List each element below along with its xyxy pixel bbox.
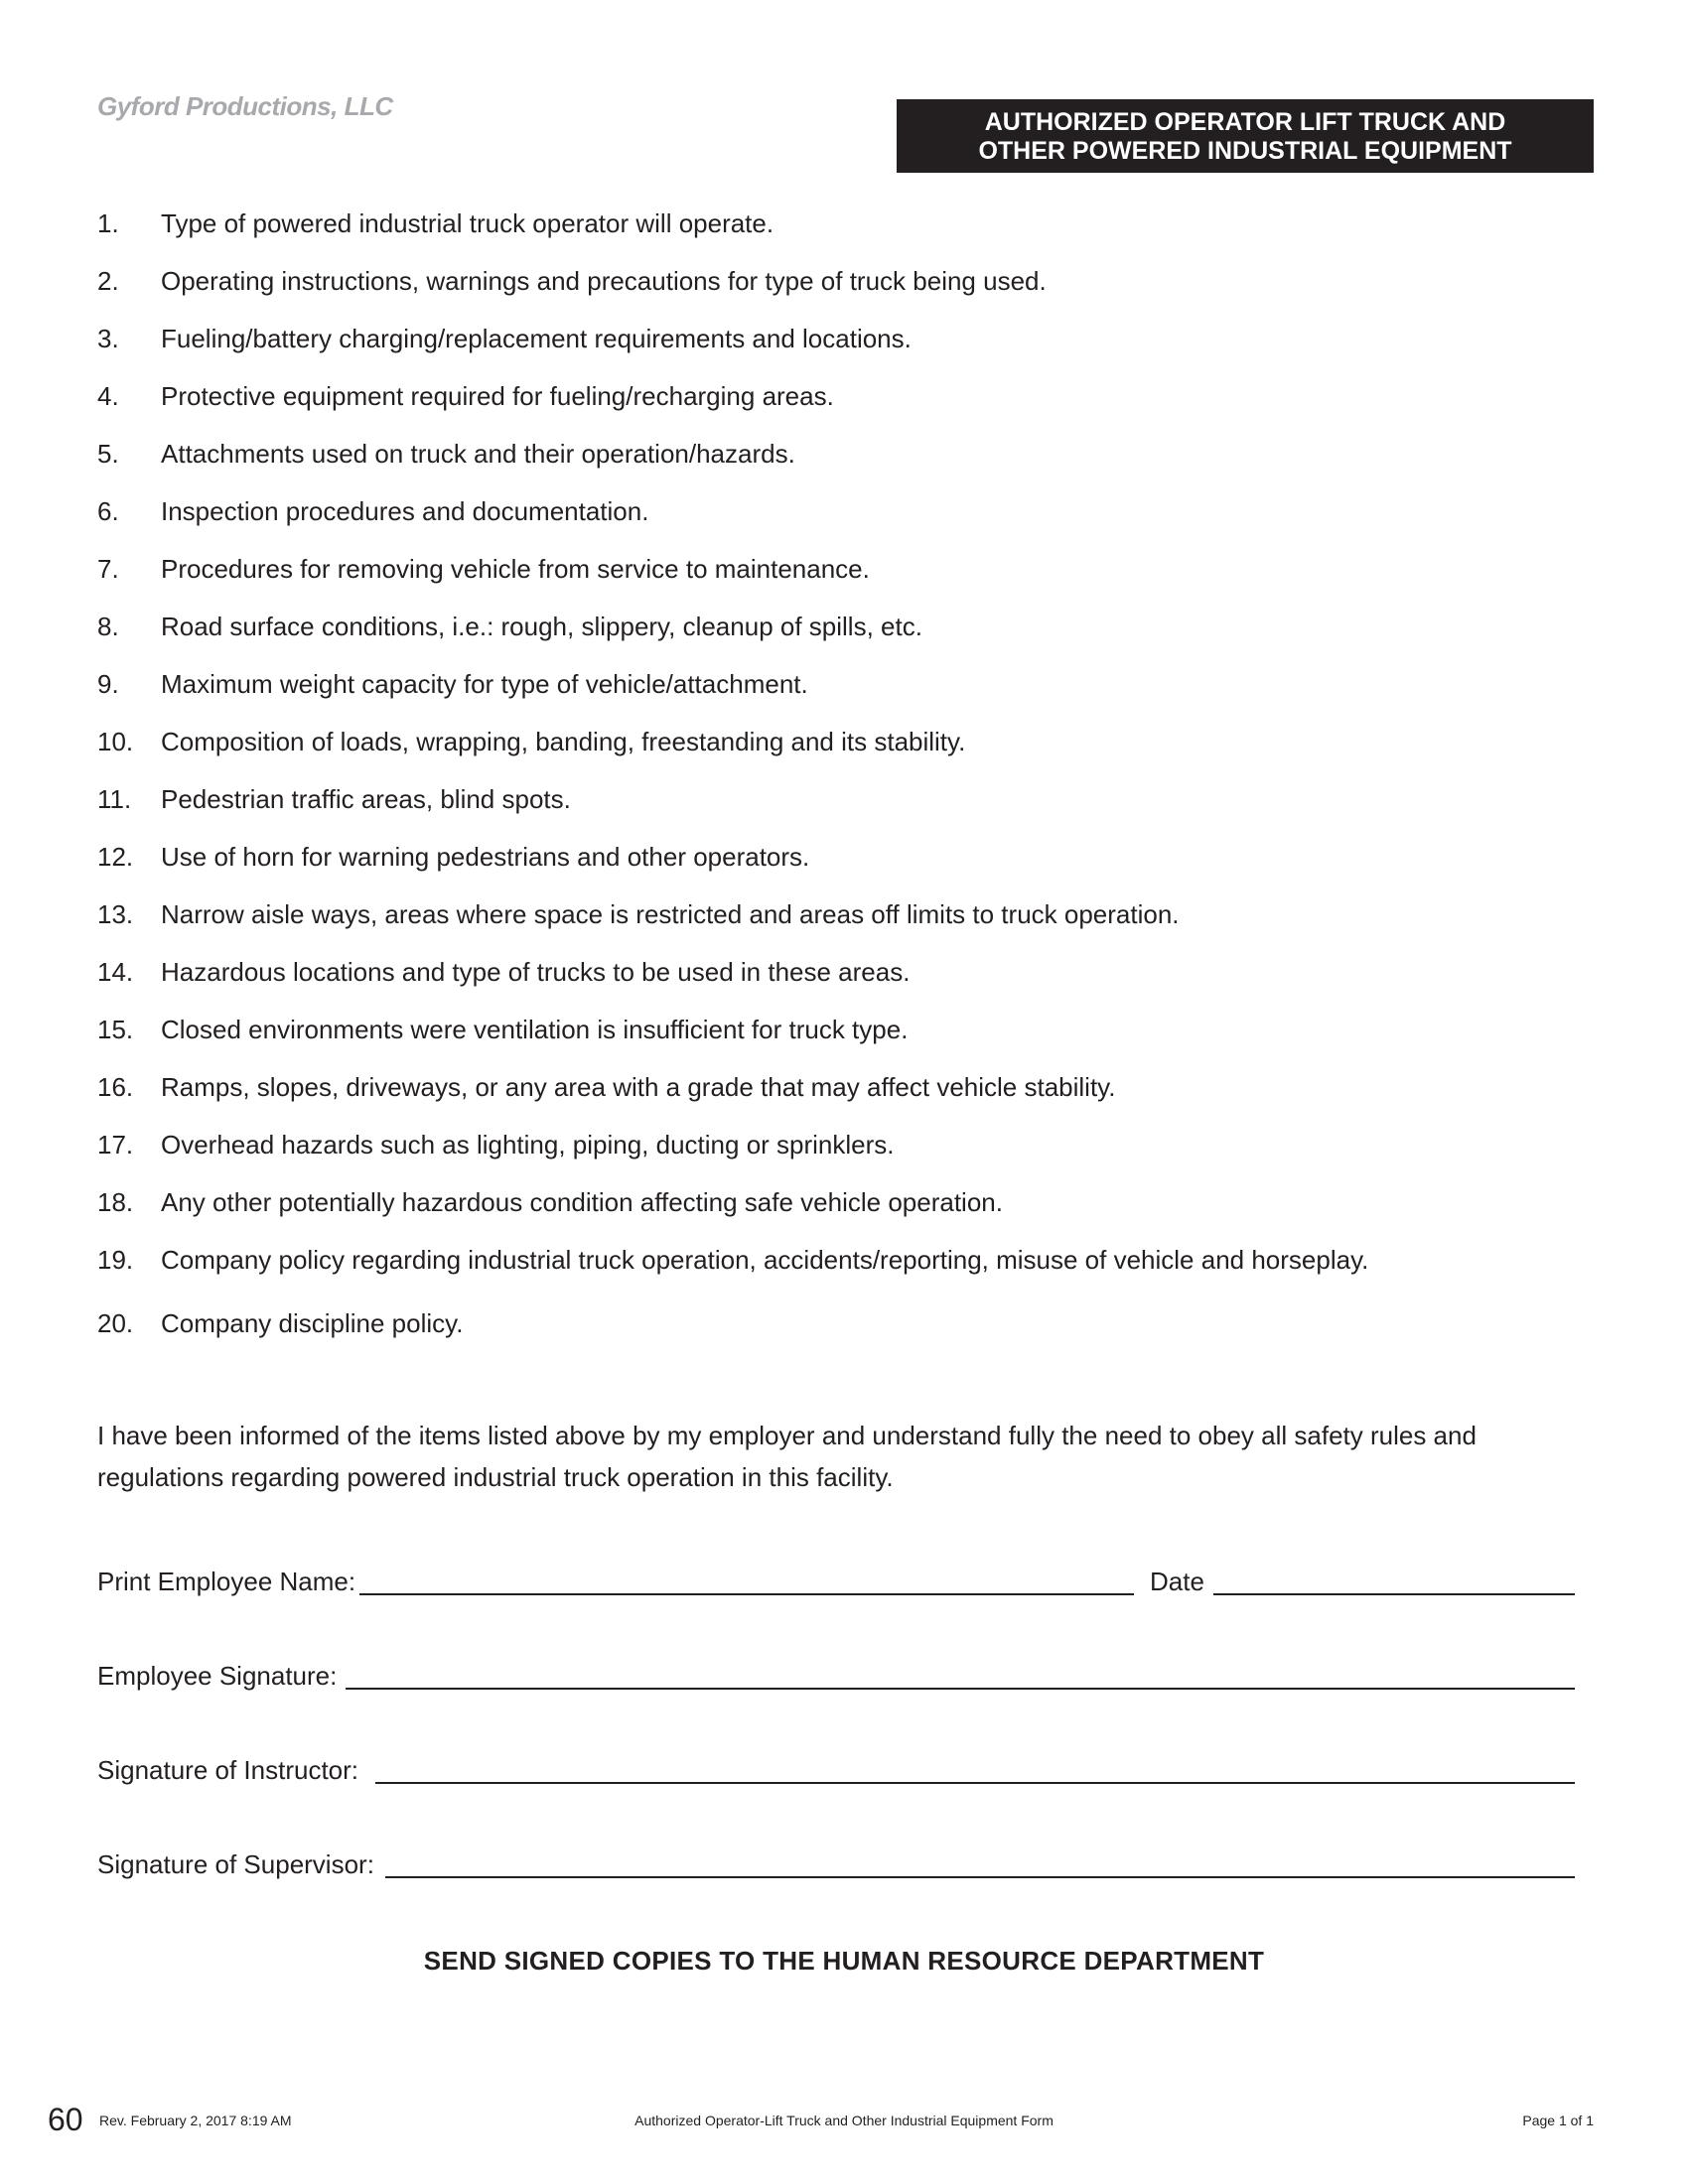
item-text: Operating instructions, warnings and precautions for type of truck being used.: [161, 266, 1047, 296]
item-text: Protective equipment required for fueling/recharging areas.: [161, 381, 834, 411]
item-text: Inspection procedures and documentation.: [161, 496, 649, 526]
item-number: 20.: [97, 1308, 134, 1338]
item-text: Composition of loads, wrapping, banding, freestanding and its stability.: [161, 727, 966, 756]
item-text: Narrow aisle ways, areas where space is restricted and areas off limits to truck operation.: [161, 899, 1180, 929]
item-number: 4.: [97, 381, 119, 411]
acknowledgement-statement: I have been informed of the items listed above by my employer and understand fully the need to obey all safety rules and regulations regarding powered industrial truck operation in this facility.: [97, 1421, 1477, 1492]
item-number: 2.: [97, 266, 119, 296]
employee-signature-label: Employee Signature:: [97, 1661, 338, 1691]
instructor-signature-label: Signature of Instructor:: [97, 1755, 359, 1785]
item-text: Maximum weight capacity for type of vehicle/attachment.: [161, 669, 808, 699]
item-text: Closed environments were ventilation is insufficient for truck type.: [161, 1015, 909, 1044]
item-text: Company discipline policy.: [161, 1308, 464, 1338]
footer-form-name: Authorized Operator-Lift Truck and Other Industrial Equipment Form: [634, 2113, 1054, 2128]
item-number: 11.: [97, 784, 132, 814]
item-number: 17.: [97, 1130, 134, 1160]
item-number: 5.: [97, 439, 119, 469]
page-number: 60: [48, 2102, 83, 2137]
item-text: Any other potentially hazardous condition affecting safe vehicle operation.: [161, 1187, 1003, 1217]
item-number: 9.: [97, 669, 119, 699]
date-field[interactable]: [1213, 1593, 1575, 1595]
item-text: Pedestrian traffic areas, blind spots.: [161, 784, 571, 814]
item-number: 3.: [97, 324, 119, 353]
item-number: 19.: [97, 1245, 134, 1275]
item-text: Use of horn for warning pedestrians and other operators.: [161, 842, 810, 872]
employee-name-field[interactable]: [359, 1593, 1134, 1595]
item-text: Type of powered industrial truck operator will operate.: [161, 208, 774, 238]
item-number: 10.: [97, 727, 134, 756]
item-number: 18.: [97, 1187, 134, 1217]
revision-date: Rev. February 2, 2017 8:19 AM: [99, 2113, 292, 2128]
company-name: Gyford Productions, LLC: [97, 91, 393, 121]
instructor-signature-field[interactable]: [375, 1782, 1575, 1784]
employee-name-row: [97, 1562, 1592, 1601]
item-number: 13.: [97, 899, 134, 929]
item-number: 16.: [97, 1072, 134, 1102]
item-text: Overhead hazards such as lighting, piping, ducting or sprinklers.: [161, 1130, 895, 1160]
item-text: Procedures for removing vehicle from service to maintenance.: [161, 554, 870, 584]
item-text: Hazardous locations and type of trucks to be used in these areas.: [161, 957, 911, 987]
instructor-signature-row: [97, 1750, 1592, 1790]
supervisor-signature-label: Signature of Supervisor:: [97, 1849, 374, 1879]
item-number: 7.: [97, 554, 119, 584]
item-number: 12.: [97, 842, 134, 872]
employee-name-label: Print Employee Name:: [97, 1567, 356, 1596]
item-text: Road surface conditions, i.e.: rough, slippery, cleanup of spills, etc.: [161, 612, 922, 641]
employee-signature-field[interactable]: [346, 1688, 1575, 1690]
item-number: 14.: [97, 957, 134, 987]
item-text: Ramps, slopes, driveways, or any area with a grade that may affect vehicle stability.: [161, 1072, 1116, 1102]
supervisor-signature-field[interactable]: [385, 1876, 1575, 1878]
form-title-line-2: OTHER POWERED INDUSTRIAL EQUIPMENT: [978, 137, 1512, 165]
item-text: Attachments used on truck and their operation/hazards.: [161, 439, 795, 469]
supervisor-signature-row: [97, 1844, 1592, 1884]
item-text: Fueling/battery charging/replacement requirements and locations.: [161, 324, 912, 353]
item-number: 15.: [97, 1015, 134, 1044]
page-of: Page 1 of 1: [1522, 2113, 1594, 2128]
item-number: 6.: [97, 496, 119, 526]
item-number: 8.: [97, 612, 119, 641]
item-text: Company policy regarding industrial truck operation, accidents/reporting, misuse of vehicle and horseplay.: [161, 1245, 1369, 1275]
item-number: 1.: [97, 208, 119, 238]
form-title: [897, 99, 1594, 173]
form-title-line-1: AUTHORIZED OPERATOR LIFT TRUCK AND: [984, 108, 1506, 136]
submission-instruction: SEND SIGNED COPIES TO THE HUMAN RESOURCE DEPARTMENT: [423, 1946, 1265, 1976]
date-label: Date: [1150, 1567, 1204, 1596]
employee-signature-row: [97, 1656, 1592, 1696]
